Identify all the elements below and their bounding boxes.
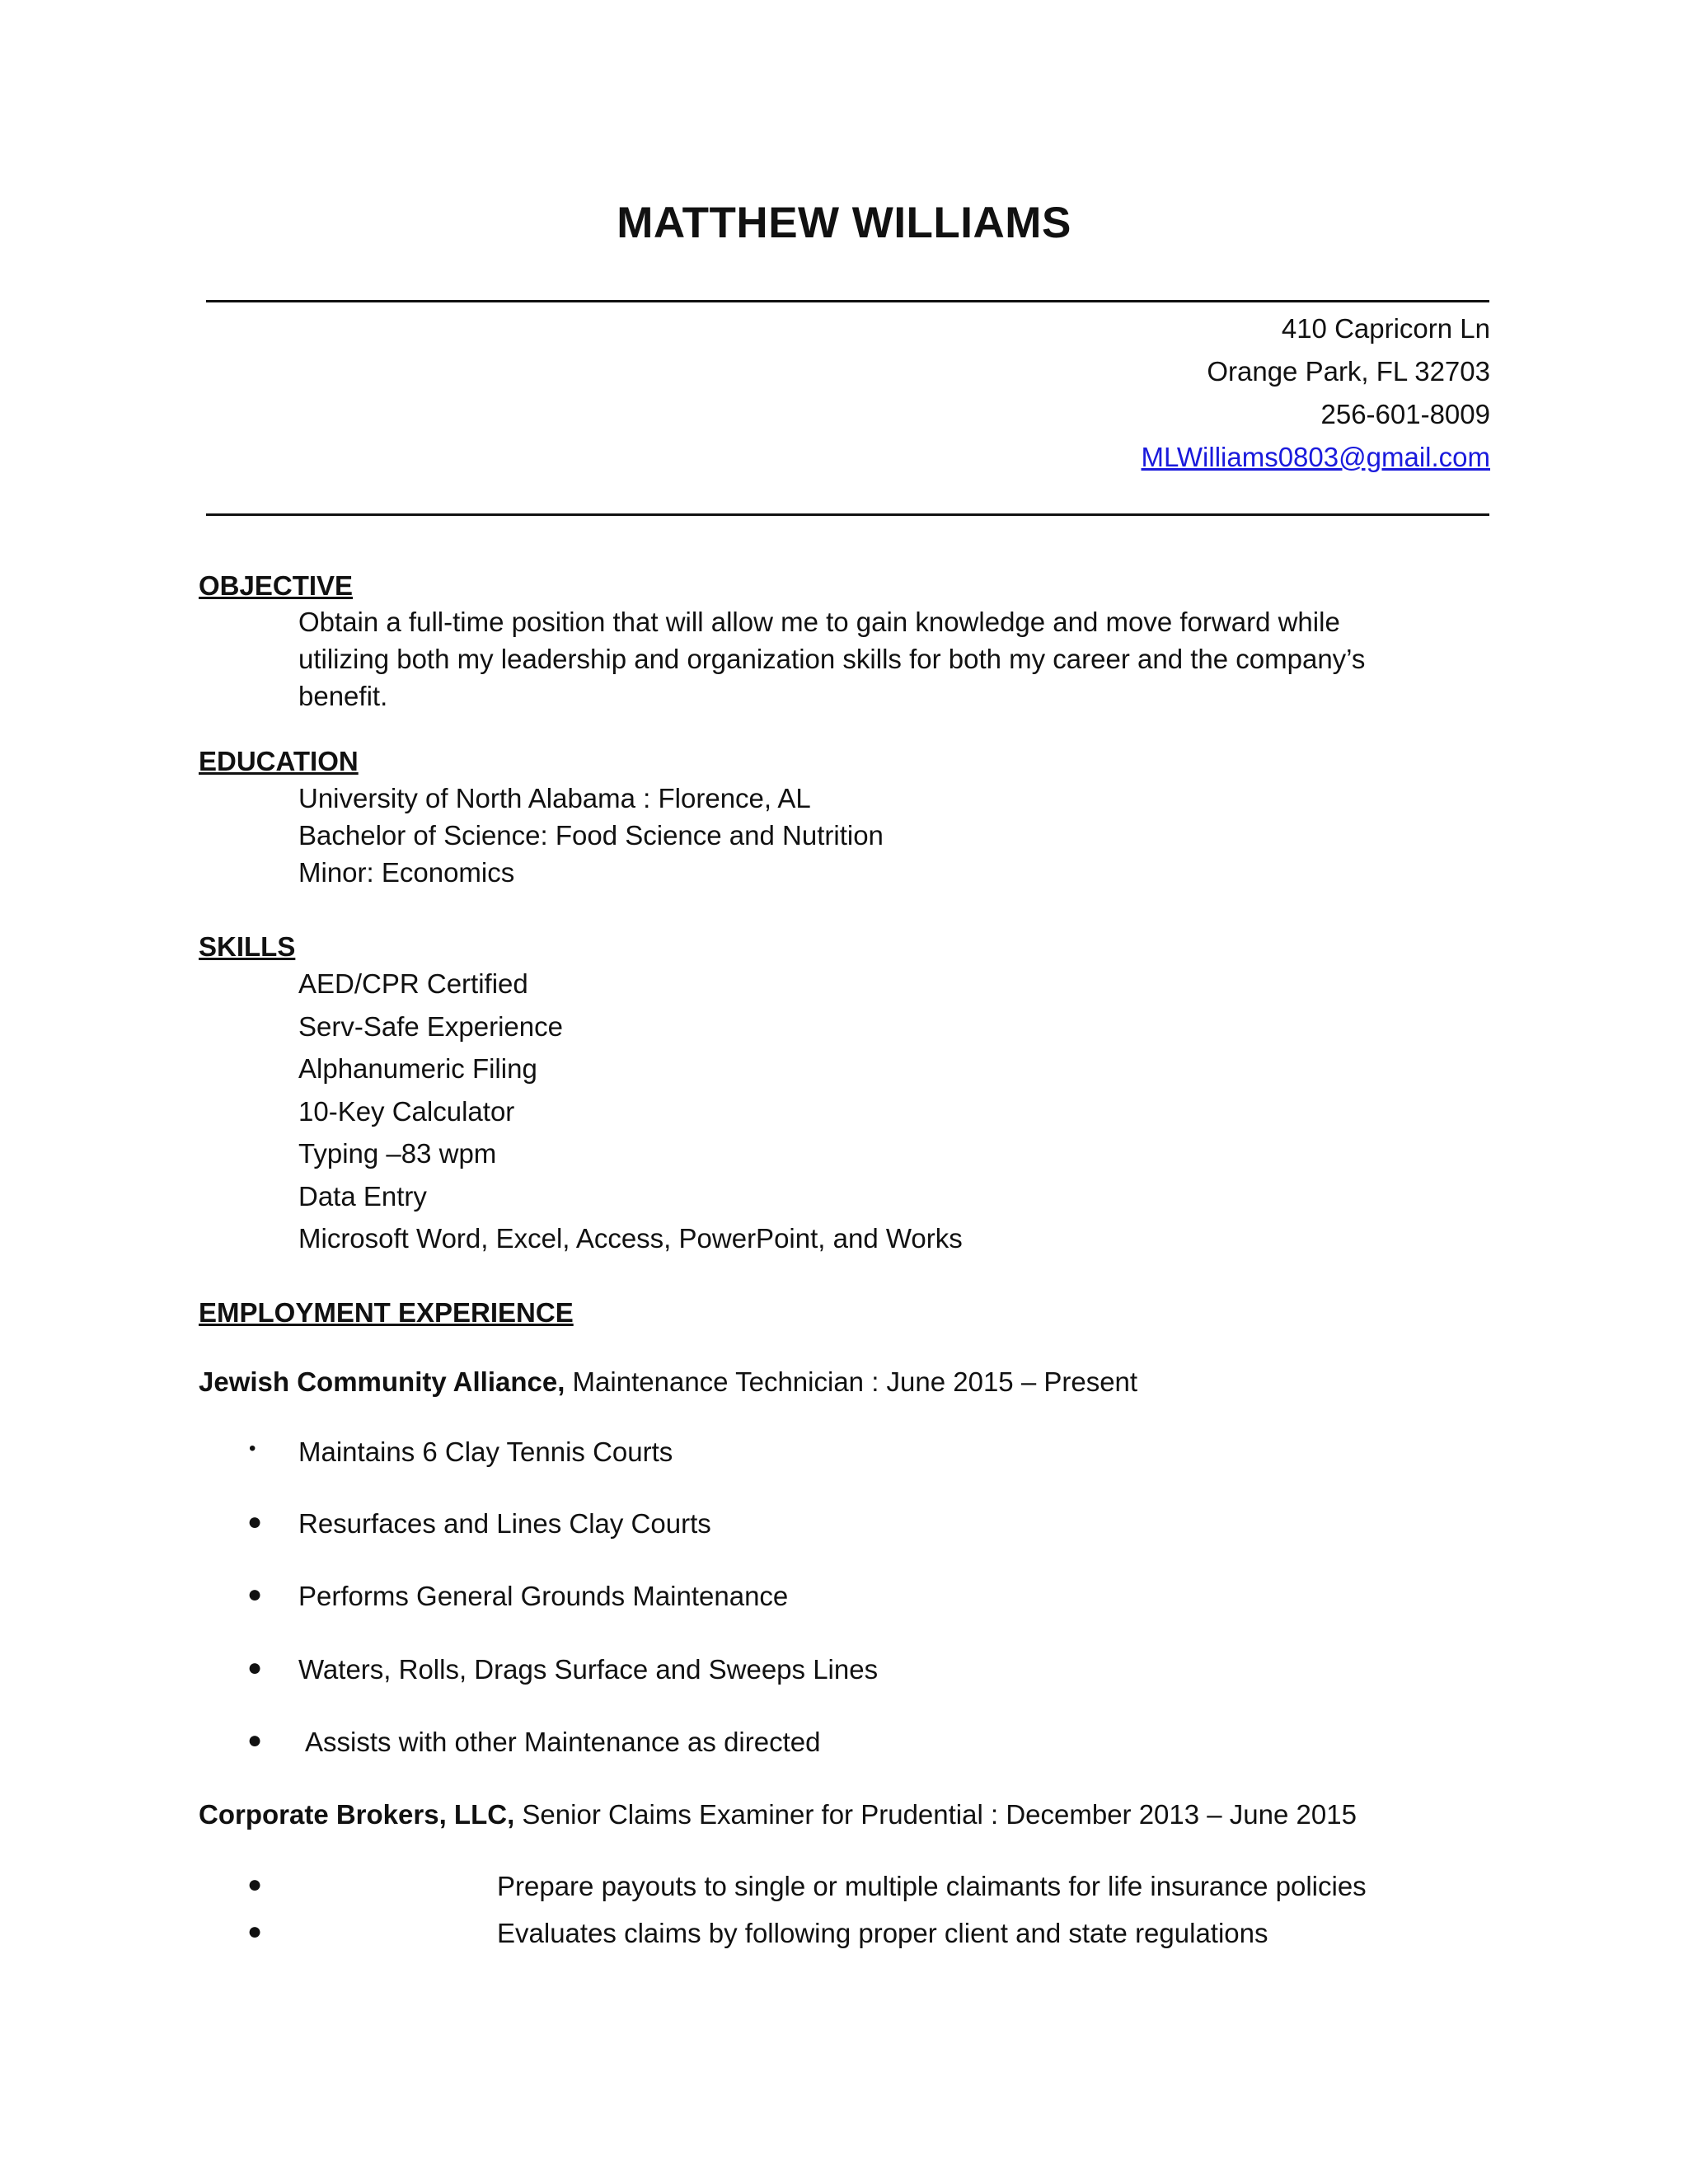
contact-address-line2: Orange Park, FL 32703	[1207, 356, 1490, 387]
bullet-icon: ●	[247, 1654, 263, 1681]
objective-line: Obtain a full-time position that will allow me to gain knowledge and move forward while	[298, 607, 1340, 637]
job-duty: Waters, Rolls, Drags Surface and Sweeps Lines	[298, 1654, 879, 1685]
contact-phone: 256-601-8009	[1320, 399, 1490, 429]
contact-email-link[interactable]: MLWilliams0803@gmail.com	[1141, 442, 1490, 472]
job-duty: Evaluates claims by following proper client and state regulations	[497, 1918, 1268, 1948]
bullet-icon: ●	[247, 1918, 263, 1945]
education-heading: EDUCATION	[199, 746, 359, 776]
job-details: Maintenance Technician : June 2015 – Present	[565, 1366, 1138, 1397]
skill-item: Typing –83 wpm	[298, 1138, 497, 1169]
job-duty: Performs General Grounds Maintenance	[298, 1581, 789, 1611]
objective-heading: OBJECTIVE	[199, 570, 354, 601]
candidate-name: MATTHEW WILLIAMS	[617, 199, 1071, 247]
top-divider	[206, 300, 1489, 302]
bullet-icon: •	[249, 1437, 256, 1460]
bullet-icon: ●	[247, 1871, 263, 1898]
job-duty: Assists with other Maintenance as directed	[305, 1727, 821, 1757]
skill-item: Alphanumeric Filing	[298, 1053, 537, 1084]
skill-item: Data Entry	[298, 1181, 427, 1212]
skills-heading: SKILLS	[199, 931, 296, 962]
job-title-line	[199, 1799, 1357, 1830]
job-details: Senior Claims Examiner for Prudential : December 2013 – June 2015	[514, 1799, 1357, 1830]
skill-item: Serv-Safe Experience	[298, 1011, 563, 1042]
education-minor: Minor: Economics	[298, 857, 515, 888]
objective-line: utilizing both my leadership and organization skills for both my career and the company’s	[298, 644, 1366, 674]
job-duty: Maintains 6 Clay Tennis Courts	[298, 1436, 673, 1467]
job-title-line	[199, 1366, 1137, 1398]
bullet-icon: ●	[247, 1727, 263, 1754]
job-duty: Resurfaces and Lines Clay Courts	[298, 1508, 711, 1539]
skill-item: 10-Key Calculator	[298, 1096, 515, 1127]
education-degree: Bachelor of Science: Food Science and Nutrition	[298, 820, 884, 851]
employer-name: Corporate Brokers, LLC,	[199, 1799, 515, 1830]
employment-heading: EMPLOYMENT EXPERIENCE	[199, 1297, 574, 1328]
contact-address-line1: 410 Capricorn Ln	[1281, 313, 1490, 344]
employer-name: Jewish Community Alliance,	[199, 1366, 565, 1397]
bottom-divider	[206, 513, 1489, 516]
bullet-icon: ●	[247, 1581, 263, 1608]
education-school: University of North Alabama : Florence, AL	[298, 783, 811, 813]
objective-line: benefit.	[298, 681, 388, 711]
bullet-icon: ●	[247, 1508, 263, 1535]
skill-item: Microsoft Word, Excel, Access, PowerPoint, and Works	[298, 1223, 963, 1254]
job-duty: Prepare payouts to single or multiple claimants for life insurance policies	[497, 1871, 1367, 1901]
skill-item: AED/CPR Certified	[298, 968, 528, 999]
